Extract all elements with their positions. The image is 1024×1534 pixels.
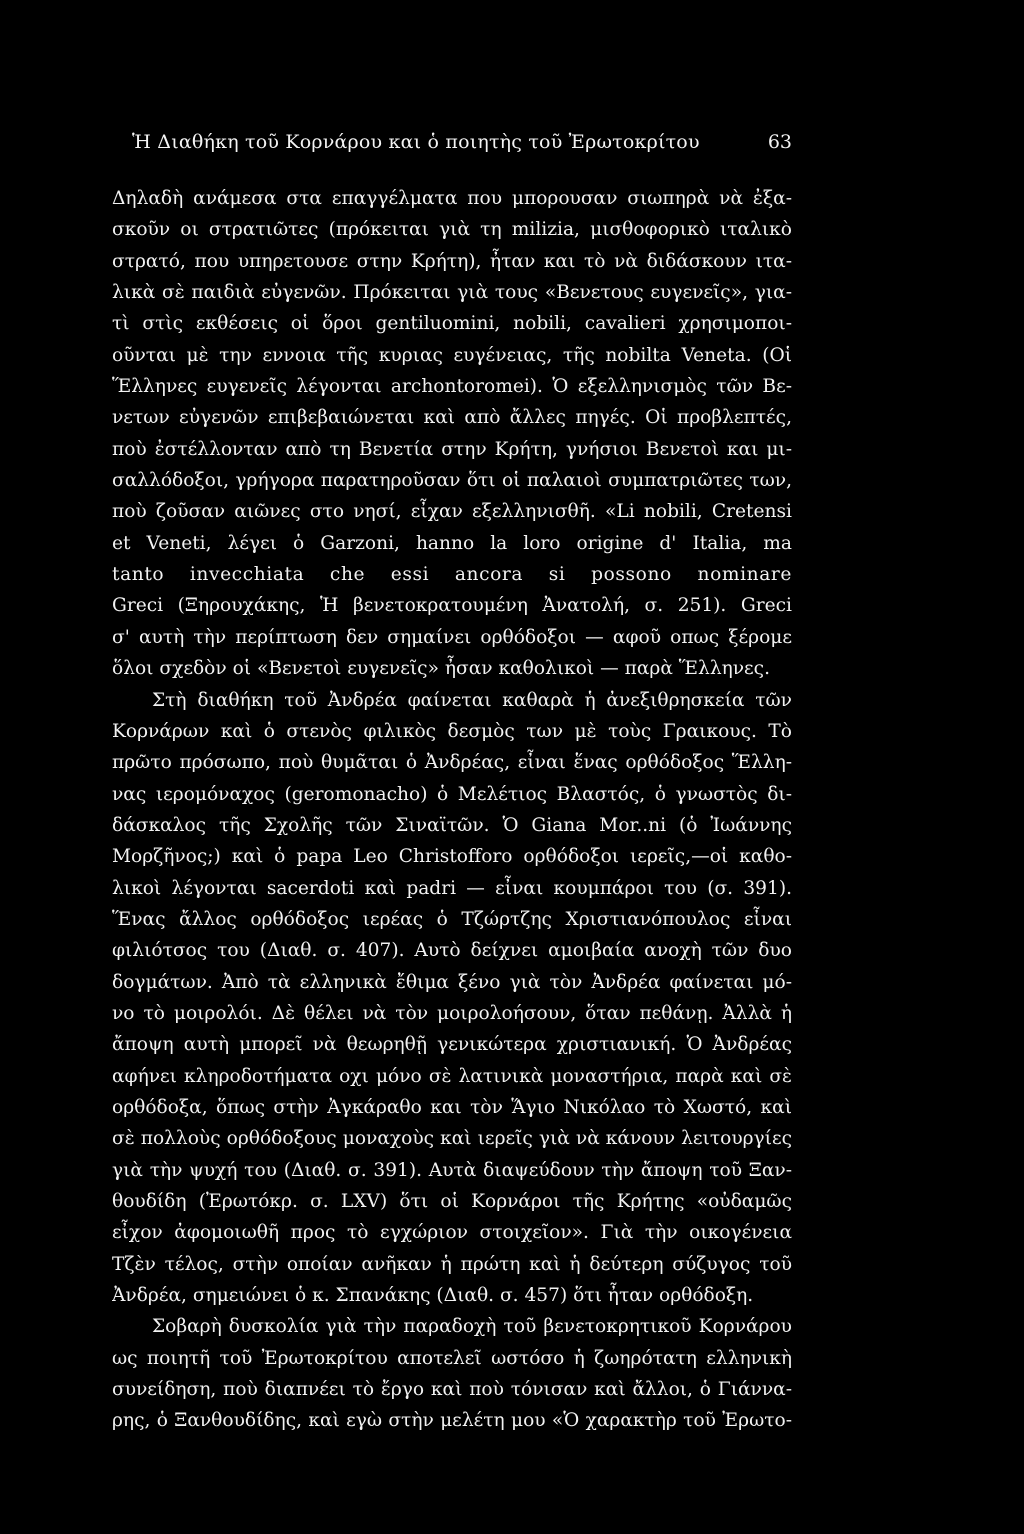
text-line: τὶ στὶς εκθέσεις οἱ ὅροι gentiluomini, nobili, cavalieri χρησιμοποι- [112, 313, 792, 335]
body-text [112, 183, 792, 1437]
text-line: λικὰ σὲ παιδιὰ εὐγενῶν. Πρόκειται γιὰ τους «Βενετους ευγενεῖς», για- [112, 282, 792, 304]
text-line: ορθόδοξα, ὅπως στὴν Ἀγκάραθο και τὸν Ἅγιο Νικόλαο τὸ Χωστό, καὶ [112, 1096, 792, 1118]
text-line: εἶχον ἀφομοιωθῆ προς τὸ εγχώριον στοιχεῖον». Γιὰ τὴν οικογένεια [112, 1222, 792, 1244]
text-line: Ἕλληνες ευγενεῖς λέγονται archontoromei). Ὁ εξελληνισμὸς τῶν Βε- [112, 376, 792, 398]
text-line: Ἕνας ἄλλος ορθόδοξος ιερέας ὁ Τζώρτζης Χριστιανόπουλος εἶναι [112, 908, 792, 930]
text-line: ὅλοι σχεδὸν οἱ «Βενετοὶ ευγενεῖς» ἦσαν καθολικοὶ — παρὰ Ἕλληνες. [112, 658, 771, 680]
text-line: πρῶτο πρόσωπο, ποὺ θυμᾶται ὁ Ἀνδρέας, εἶναι ἕνας ορθόδοξος Ἕλλη- [112, 752, 792, 774]
text-line: et Veneti, λέγει ὁ Garzoni, hanno la loro origine d' Italia, ma [112, 532, 792, 554]
text-line: νετων εὐγενῶν επιβεβαιώνεται καὶ απὸ ἄλλες πηγές. Οἱ προβλεπτές, [112, 407, 792, 429]
text-line: οῦνται μὲ την εννοια τῆς κυριας ευγένειας, τῆς nobilta Veneta. (Οἱ [112, 344, 792, 366]
text-line: γιὰ τὴν ψυχή του (Διαθ. σ. 391). Αυτὰ διαψεύδουν τὴν ἄποψη τοῦ Ξαν- [112, 1159, 792, 1181]
text-line: ποὺ ἐστέλλονταν απὸ τη Βενετία στην Κρήτη, γνήσιοι Βενετοὶ και μι- [112, 438, 792, 460]
text-line: συνείδηση, ποὺ διαπνέει τὸ ἔργο καὶ ποὺ τόνισαν καὶ ἄλλοι, ὁ Γιάννα- [112, 1379, 792, 1401]
text-line: tanto invecchiata che essi ancora si possono nominare [112, 564, 792, 586]
text-line: Greci (Ξηρουχάκης, Ἡ βενετοκρατουμένη Ἀνατολή, σ. 251). Greci [112, 595, 792, 617]
text-line: νας ιερομόναχος (geromonacho) ὁ Μελέτιος Βλαστός, ὁ γνωστὸς δι- [112, 783, 792, 805]
text-line: σὲ πολλοὺς ορθόδοξους μοναχοὺς καὶ ιερεῖς γιὰ νὰ κάνουν λειτουργίες [112, 1128, 792, 1150]
text-line: Κορνάρων καὶ ὁ στενὸς φιλικὸς δεσμὸς των μὲ τοὺς Γραικους. Τὸ [112, 720, 792, 742]
text-line: φιλιότσος του (Διαθ. σ. 407). Αυτὸ δείχνει αμοιβαία ανοχὴ τῶν δυο [112, 940, 792, 962]
text-line: Τζὲν τέλος, στὴν οποίαν ανῆκαν ἡ πρώτη καὶ ἡ δεύτερη σύζυγος τοῦ [112, 1253, 792, 1275]
text-line: Στὴ διαθήκη τοῦ Ἀνδρέα φαίνεται καθαρὰ ἡ ἀνεξιθρησκεία τῶν [152, 689, 792, 711]
text-line: Σοβαρὴ δυσκολία γιὰ τὴν παραδοχὴ τοῦ βενετοκρητικοῦ Κορνάρου [152, 1316, 792, 1338]
page-number: 63 [767, 131, 792, 153]
text-line: ρης, ὁ Ξανθουδίδης, καὶ εγὼ στὴν μελέτη μου «Ὁ χαρακτὴρ τοῦ Ἐρωτο- [112, 1410, 792, 1432]
text-line: νο τὸ μοιρολόι. Δὲ θέλει νὰ τὸν μοιρολοήσουν, ὅταν πεθάνῃ. Ἀλλὰ ἡ [112, 1002, 792, 1024]
text-line: δογμάτων. Ἀπὸ τὰ ελληνικὰ ἔθιμα ξένο γιὰ τὸν Ἀνδρέα φαίνεται μό- [112, 971, 792, 993]
text-line: Δηλαδὴ ανάμεσα στα επαγγέλματα που μπορουσαν σιωπηρὰ νὰ ἐξα- [112, 188, 792, 209]
text-line: σ' αυτὴ τὴν περίπτωση δεν σημαίνει ορθόδοξοι — αφοῦ οπως ξέρομε [112, 626, 792, 648]
text-line: θουδίδη (Ἐρωτόκρ. σ. LXV) ὅτι οἱ Κορνάροι τῆς Κρήτης «οὐδαμῶς [112, 1191, 792, 1212]
text-line: λικοὶ λέγονται sacerdoti καὶ padri — εἶναι κουμπάροι του (σ. 391). [112, 877, 792, 899]
text-line: ἄποψη αυτὴ μπορεῖ νὰ θεωρηθῇ γενικώτερα χριστιανική. Ὁ Ἀνδρέας [112, 1034, 792, 1056]
page-header [112, 131, 792, 161]
text-line: σαλλόδοξοι, γρήγορα παρατηροῦσαν ὅτι οἱ παλαιοὶ συμπατριῶτες των, [112, 470, 792, 492]
text-line: Ἀνδρέα, σημειώνει ὁ κ. Σπανάκης (Διαθ. σ. 457) ὅτι ἦταν ορθόδοξη. [112, 1285, 754, 1307]
text-line: ποὺ ζοῦσαν αιῶνες στο νησί, εἶχαν εξελληνισθῆ. «Li nobili, Cretensi [112, 501, 792, 523]
text-line: αφήνει κληροδοτήματα οχι μόνο σὲ λατινικὰ μοναστήρια, παρὰ καὶ σὲ [112, 1065, 792, 1087]
text-line: ως ποιητῆ τοῦ Ἐρωτοκρίτου αποτελεῖ ωστόσο ἡ ζωηρότατη ελληνικὴ [112, 1347, 792, 1369]
text-line: δάσκαλος τῆς Σχολῆς τῶν Σιναϊτῶν. Ὁ Giana Mor..ni (ὁ Ἰωάννης [112, 814, 792, 836]
running-title: Ἡ Διαθήκη τοῦ Κορνάρου και ὁ ποιητὴς τοῦ Ἐρωτοκρίτου [132, 131, 700, 153]
text-line: σκοῦν οι στρατιῶτες (πρόκειται γιὰ τη milizia, μισθοφορικὸ ιταλικὸ [112, 219, 792, 241]
text-line: Μορζῆνος;) καὶ ὁ papa Leo Christofforo ορθόδοξοι ιερεῖς,—οἱ καθο- [112, 846, 792, 868]
text-line: στρατό, που υπηρετουσε στην Κρήτη), ἦταν και τὸ νὰ διδάσκουν ιτα- [112, 250, 792, 272]
